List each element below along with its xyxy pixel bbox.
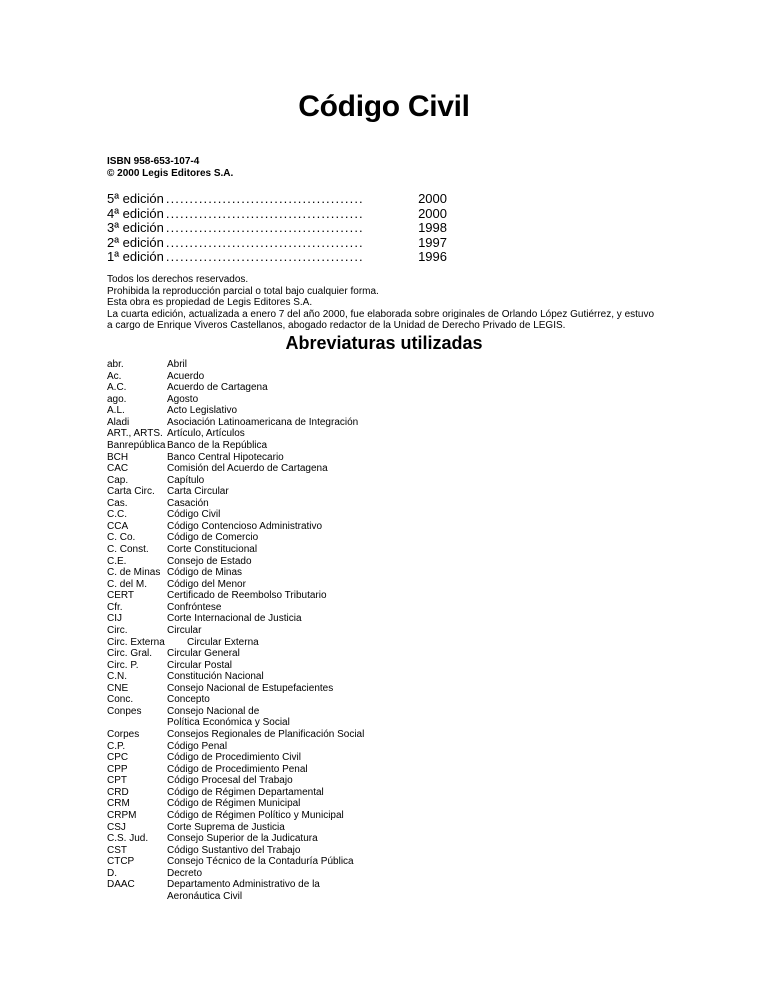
abbreviation-row (107, 845, 407, 857)
abbreviation-row (107, 417, 407, 429)
abbreviation-term: Circ. P. (107, 659, 139, 671)
abbreviation-term: C. Co. (107, 532, 136, 544)
abbreviation-term: CRD (107, 786, 129, 798)
abbreviation-definition: Código de Régimen Municipal (167, 798, 301, 810)
abbreviation-row (107, 371, 407, 383)
abbreviation-row (107, 579, 407, 591)
abbreviation-definition: Circular Postal (167, 659, 233, 671)
abbreviation-definition: Código de Régimen Político y Municipal (167, 809, 344, 821)
abbreviation-term: Cas. (107, 497, 128, 509)
abbreviation-term: Circ. (107, 624, 128, 636)
abbreviation-definition: Código Penal (167, 740, 228, 752)
abbreviation-definition: Circular Externa (187, 636, 259, 648)
abbreviation-term: C.E. (107, 555, 127, 567)
abbreviation-term: CERT (107, 590, 135, 602)
abbreviation-row (107, 683, 407, 695)
abbreviation-term: Conc. (107, 694, 134, 706)
abbreviation-definition: Acuerdo de Cartagena (167, 382, 268, 394)
abbreviation-term: Aladi (107, 416, 130, 428)
abbreviation-row (107, 660, 407, 672)
abbreviation-definition: Agosto (167, 393, 199, 405)
abbreviation-row (107, 729, 407, 741)
abbreviation-row (107, 787, 407, 799)
edition-row (107, 192, 447, 207)
abbreviation-row (107, 567, 407, 579)
abbreviation-term: Carta Circ. (107, 486, 155, 498)
abbreviation-row (107, 764, 407, 776)
abbreviation-row (107, 394, 407, 406)
abbreviation-definition: Circular General (167, 648, 240, 660)
abbreviation-definition: Código Sustantivo del Trabajo (167, 844, 301, 856)
abbreviation-row (107, 498, 407, 510)
abbreviation-row (107, 879, 407, 902)
abbreviation-row (107, 856, 407, 868)
abbreviation-definition: Comisión del Acuerdo de Cartagena (167, 463, 328, 475)
abbreviation-row (107, 475, 407, 487)
abbreviation-term: C. del M. (107, 578, 148, 590)
edition-year: 2000 (418, 205, 447, 221)
abbreviation-row (107, 440, 407, 452)
abbreviation-row (107, 868, 407, 880)
abbreviation-definition: Código Procesal del Trabajo (167, 775, 293, 787)
edition-label: 1ª edición (107, 249, 164, 265)
abbreviation-row (107, 532, 407, 544)
abbreviation-row (107, 798, 407, 810)
abbreviation-term: C.P. (107, 740, 126, 752)
abbreviation-term: C. de Minas (107, 567, 161, 579)
abbreviation-term: Circ. Externa (107, 636, 165, 648)
abbreviation-row (107, 556, 407, 568)
abbreviation-definition: Consejo Nacional de Política Económica y Social (167, 705, 290, 729)
edition-row (107, 236, 447, 251)
abbreviation-row (107, 405, 407, 417)
edition-row (107, 250, 447, 265)
abbreviation-term: ago. (107, 393, 127, 405)
rights-line: Esta obra es propiedad de Legis Editores S.A. (107, 297, 313, 309)
abbreviation-term: Corpes (107, 729, 140, 740)
isbn-block (107, 156, 233, 180)
abbreviation-row (107, 613, 407, 625)
abbreviation-definition: Casación (167, 497, 209, 509)
abbreviation-term: abr. (107, 359, 124, 370)
abbreviation-definition: Banco de la República (167, 439, 268, 451)
edition-leader-dots: .......................................... (165, 220, 364, 236)
abbreviation-term: C.C. (107, 509, 127, 521)
edition-label: 3ª edición (107, 220, 164, 236)
abbreviation-definition: Concepto (167, 694, 210, 706)
abbreviation-definition: Acto Legislativo (167, 405, 238, 417)
abbreviation-definition: Código Civil (167, 509, 221, 521)
abbreviation-term: A.C. (107, 382, 127, 394)
abbreviation-row (107, 544, 407, 556)
abbreviation-row (107, 810, 407, 822)
abbreviation-term: CAC (107, 463, 129, 475)
abbreviation-row (107, 648, 407, 660)
abbreviation-definition: Código de Minas (167, 567, 243, 579)
edition-leader-dots: .......................................... (165, 191, 364, 206)
editions-list (107, 192, 447, 265)
abbreviation-term: CIJ (107, 613, 122, 625)
edition-row (107, 221, 447, 236)
abbreviation-definition: Artículo, Artículos (167, 428, 245, 440)
rights-line: Todos los derechos reservados. (107, 274, 249, 285)
abbreviation-row (107, 521, 407, 533)
abbreviation-term: Conpes (107, 705, 142, 717)
abbreviation-row (107, 775, 407, 787)
rights-notice (107, 274, 667, 332)
abbreviation-definition: Banco Central Hipotecario (167, 451, 284, 463)
abbreviation-definition: Corte Internacional de Justicia (167, 613, 302, 625)
rights-line: a cargo de Enrique Viveros Castellanos, abogado redactor de la Unidad de Derecho Privado de LEGIS. (107, 320, 566, 332)
abbreviation-row (107, 671, 407, 683)
abbreviation-row (107, 428, 407, 440)
abbreviation-row (107, 463, 407, 475)
edition-row (107, 207, 447, 222)
abbreviation-definition: Código de Procedimiento Civil (167, 752, 301, 764)
abbreviation-row (107, 625, 407, 637)
abbreviation-row (107, 452, 407, 464)
abbreviation-row (107, 590, 407, 602)
abbreviation-term: Banrepública (107, 439, 166, 451)
abbreviation-row (107, 382, 407, 394)
abbreviation-definition: Corte Constitucional (167, 544, 258, 555)
abbreviations-list (107, 359, 407, 902)
abbreviation-term: D. (107, 867, 117, 879)
abbreviation-term: C.S. Jud. (107, 833, 149, 845)
abbreviation-definition: Abril (167, 359, 188, 370)
abbreviation-definition: Consejo de Estado (167, 555, 252, 567)
abbreviation-row (107, 359, 407, 371)
edition-leader-dots: .......................................... (165, 249, 364, 265)
edition-leader-dots: .......................................... (165, 205, 364, 221)
edition-year: 1997 (418, 234, 447, 250)
abbreviation-row (107, 602, 407, 614)
abbreviation-definition: Consejo Superior de la Judicatura (167, 833, 318, 845)
abbreviation-row (107, 509, 407, 521)
edition-label: 4ª edición (107, 205, 164, 221)
abbreviation-definition: Código de Procedimiento Penal (167, 763, 308, 775)
isbn-number: ISBN 958-653-107-4 (107, 156, 200, 167)
rights-line: Prohibida la reproducción parcial o total bajo cualquier forma. (107, 285, 379, 297)
abbreviation-row (107, 752, 407, 764)
abbreviation-row (107, 694, 407, 706)
abbreviation-definition: Certificado de Reembolso Tributario (167, 590, 327, 602)
abbreviation-term: CST (107, 844, 127, 856)
abbreviation-term: Circ. Gral. (107, 648, 152, 660)
abbreviation-row (107, 637, 407, 649)
abbreviation-term: CPC (107, 752, 129, 764)
abbreviation-term: CNE (107, 682, 129, 694)
abbreviation-definition: Corte Suprema de Justicia (167, 821, 285, 833)
edition-leader-dots: .......................................... (165, 234, 364, 250)
abbreviation-definition: Código Contencioso Administrativo (167, 520, 323, 532)
abbreviation-definition: Consejo Técnico de la Contaduría Pública (167, 856, 354, 868)
abbreviation-definition: Capítulo (167, 474, 205, 486)
abbreviation-term: A.L. (107, 405, 125, 417)
abbreviation-definition: Constitución Nacional (167, 671, 264, 683)
abbreviation-definition: Decreto (167, 867, 203, 879)
abbreviation-definition: Carta Circular (167, 486, 229, 498)
abbreviation-definition: Código de Comercio (167, 532, 259, 544)
abbreviation-term: C. Const. (107, 544, 149, 555)
rights-line: La cuarta edición, actualizada a enero 7 del año 2000, fue elaborada sobre originales de Orlando López Gutiérrez, y estuvo (107, 308, 655, 320)
abbreviation-definition: Departamento Administrativo de la Aeronáutica Civil (167, 879, 320, 902)
abbreviation-row (107, 486, 407, 498)
abbreviation-term: CPP (107, 763, 128, 775)
abbreviation-definition: Circular (167, 624, 202, 636)
edition-label: 2ª edición (107, 234, 164, 250)
abbreviations-heading: Abreviaturas utilizadas (285, 333, 483, 353)
abbreviation-term: Cfr. (107, 601, 123, 613)
abbreviation-term: CCA (107, 520, 129, 532)
abbreviation-definition: Consejos Regionales de Planificación Social (167, 729, 365, 740)
edition-year: 1998 (418, 220, 447, 236)
abbreviation-row (107, 741, 407, 753)
abbreviation-definition: Código de Régimen Departamental (167, 786, 324, 798)
abbreviation-definition: Acuerdo (167, 370, 205, 382)
abbreviation-term: DAAC (107, 879, 135, 891)
abbreviation-term: BCH (107, 451, 129, 463)
abbreviation-row (107, 833, 407, 845)
document-title: Código Civil (298, 90, 470, 123)
copyright-notice: © 2000 Legis Editores S.A. (107, 168, 234, 179)
abbreviation-term: Cap. (107, 474, 129, 486)
abbreviation-term: ART., ARTS. (107, 428, 163, 440)
edition-year: 2000 (418, 191, 447, 206)
abbreviation-term: C.N. (107, 671, 127, 683)
abbreviation-term: CTCP (107, 856, 135, 868)
abbreviation-term: Ac. (107, 370, 122, 382)
abbreviation-term: CRPM (107, 809, 137, 821)
abbreviation-row (107, 822, 407, 834)
edition-year: 1996 (418, 249, 447, 265)
abbreviation-definition: Asociación Latinoamericana de Integración (167, 416, 359, 428)
abbreviation-term: CRM (107, 798, 130, 810)
abbreviation-term: CSJ (107, 821, 126, 833)
abbreviation-row (107, 706, 407, 729)
abbreviation-definition: Código del Menor (167, 578, 246, 590)
abbreviation-definition: Confróntese (167, 601, 222, 613)
abbreviation-definition: Consejo Nacional de Estupefacientes (167, 682, 334, 694)
edition-label: 5ª edición (107, 191, 164, 206)
abbreviation-term: CPT (107, 775, 127, 787)
